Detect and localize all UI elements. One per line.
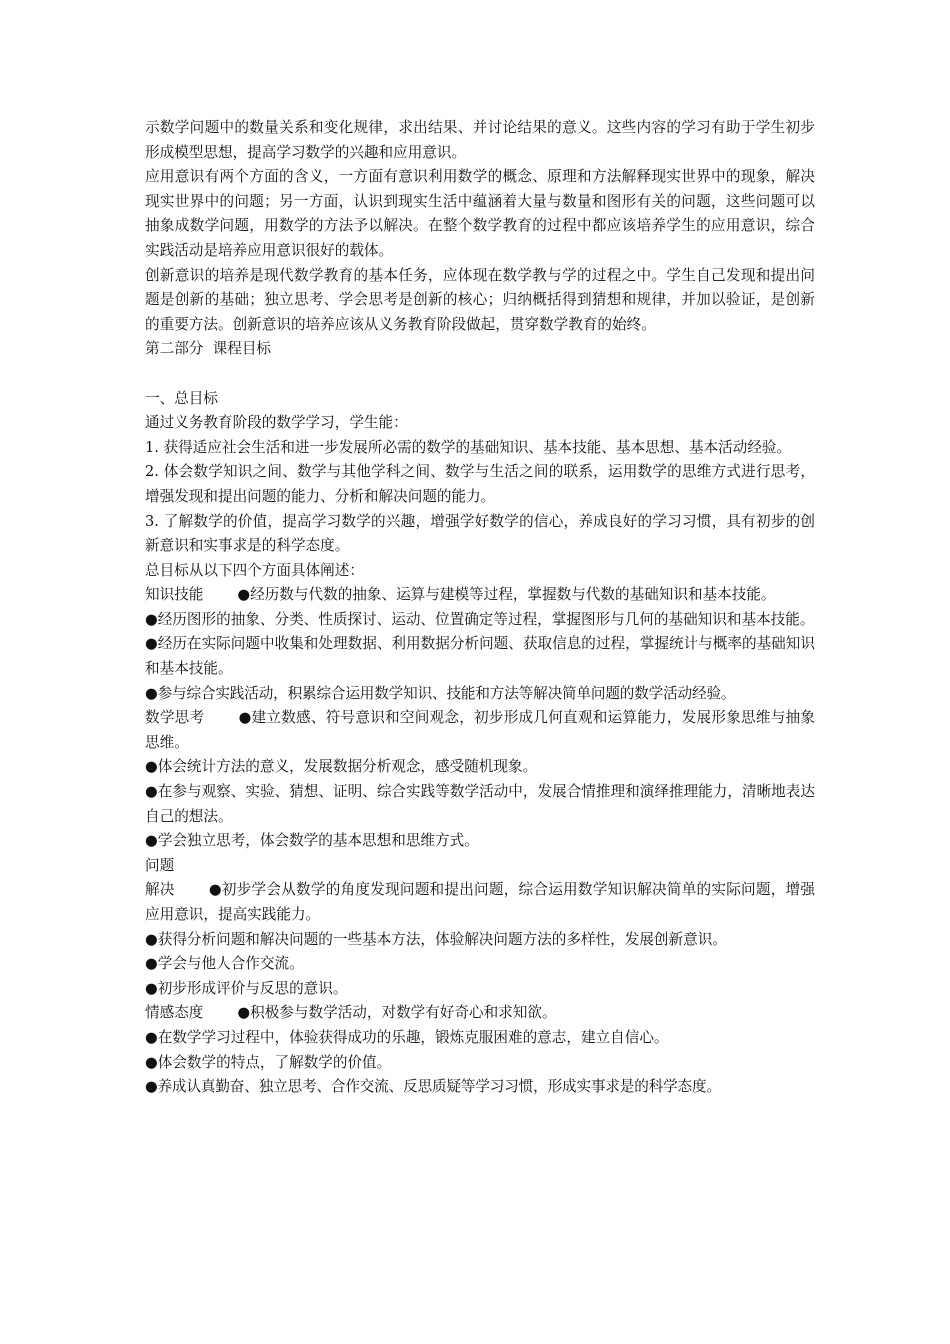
goal-item: 3. 了解数学的价值，提高学习数学的兴趣，增强学好数学的信心，养成良好的学习习惯，具有初步的创新意识和实事求是的科学态度。 — [145, 512, 815, 555]
attitude-item: ●在数学学习过程中，体验获得成功的乐趣，锻炼克服困难的意志，建立自信心。 — [145, 1028, 669, 1046]
thinking-item: ●建立数感、符号意识和空间观念，初步形成几何直观和运算能力，发展形象思维与抽象思维。 — [145, 709, 815, 751]
problem-first-row — [145, 878, 815, 927]
thinking-item: ●学会独立思考，体会数学的基本思想和思维方式。 — [145, 832, 479, 850]
part-title: 第二部分 课程目标 — [145, 340, 272, 358]
intro-paragraph: 应用意识有两个方面的含义，一方面有意识利用数学的概念、原理和方法解释现实世界中的现象，解决现实世界中的问题；另一方面，认识到现实生活中蕴涵着大量与数量和图形有关的问题，这些问题可以抽象成数学问题，用数学的方法予以解决。在整个数学教育的过程中都应该培养学生的应用意识，综合实践活动是培养应用意识很好的载体。 — [145, 168, 815, 259]
thinking-item: ●体会统计方法的意义，发展数据分析观念，感受随机现象。 — [145, 758, 538, 776]
attitude-first-row — [145, 1001, 815, 1026]
problem-item: ●初步学会从数学的角度发现问题和提出问题，综合运用数学知识解决简单的实际问题，增强应用意识，提高实践能力。 — [145, 881, 815, 923]
problem-item: ●初步形成评价与反思的意识。 — [145, 979, 348, 997]
aspect-label-knowledge: 知识技能 — [145, 586, 204, 604]
thinking-item: ●在参与观察、实验、猜想、证明、综合实践等数学活动中，发展合情推理和演绎推理能力，清晰地表达自己的想法。 — [145, 783, 815, 825]
aspect-label-problem-line1: 问题 — [145, 856, 175, 874]
intro-paragraph: 示数学问题中的数量关系和变化规律，求出结果、并讨论结果的意义。这些内容的学习有助于学生初步形成模型思想，提高学习数学的兴趣和应用意识。 — [145, 119, 815, 161]
knowledge-item: ●经历数与代数的抽象、运算与建模等过程，掌握数与代数的基础知识和基本技能。 — [237, 586, 776, 604]
blank-line — [145, 362, 815, 387]
intro-paragraph: 创新意识的培养是现代数学教育的基本任务，应体现在数学教与学的过程之中。学生自己发现和提出问题是创新的基础；独立思考、学会思考是创新的核心；归纳概括得到猜想和规律，并加以验证，是创新的重要方法。创新意识的培养应该从义务教育阶段做起，贯穿数学教育的始终。 — [145, 266, 815, 333]
aspect-label-thinking: 数学思考 — [145, 709, 205, 727]
goal-item: 1. 获得适应社会生活和进一步发展所必需的数学的基础知识、基本技能、基本思想、基本活动经验。 — [145, 438, 792, 456]
aspect-label-attitude: 情感态度 — [145, 1004, 204, 1022]
problem-item: ●学会与他人合作交流。 — [145, 955, 304, 973]
aspect-label-problem-line2: 解决 — [145, 881, 175, 899]
knowledge-item: ●参与综合实践活动，积累综合运用数学知识、技能和方法等解决简单问题的数学活动经验。 — [145, 684, 736, 702]
thinking-first-row — [145, 706, 815, 755]
document-page — [145, 116, 815, 1100]
aspects-intro: 总目标从以下四个方面具体阐述： — [145, 561, 364, 579]
knowledge-first-row — [145, 583, 815, 608]
goals-intro: 通过义务教育阶段的数学学习，学生能： — [145, 414, 408, 432]
knowledge-item: ●经历图形的抽象、分类、性质探讨、运动、位置确定等过程，掌握图形与几何的基础知识和基本技能。 — [145, 610, 815, 628]
goal-item: 2. 体会数学知识之间、数学与其他学科之间、数学与生活之间的联系，运用数学的思维方式进行思考，增强发现和提出问题的能力、分析和解决问题的能力。 — [145, 463, 815, 505]
knowledge-item: ●经历在实际问题中收集和处理数据、利用数据分析问题、获取信息的过程，掌握统计与概率的基础知识和基本技能。 — [145, 635, 815, 678]
problem-item: ●获得分析问题和解决问题的一些基本方法，体验解决问题方法的多样性，发展创新意识。 — [145, 930, 727, 948]
attitude-item: ●积极参与数学活动，对数学有好奇心和求知欲。 — [237, 1004, 557, 1022]
attitude-item: ●养成认真勤奋、独立思考、合作交流、反思质疑等学习习惯，形成实事求是的科学态度。 — [145, 1078, 721, 1096]
section-title: 一、总目标 — [145, 389, 218, 407]
attitude-item: ●体会数学的特点，了解数学的价值。 — [145, 1053, 392, 1071]
